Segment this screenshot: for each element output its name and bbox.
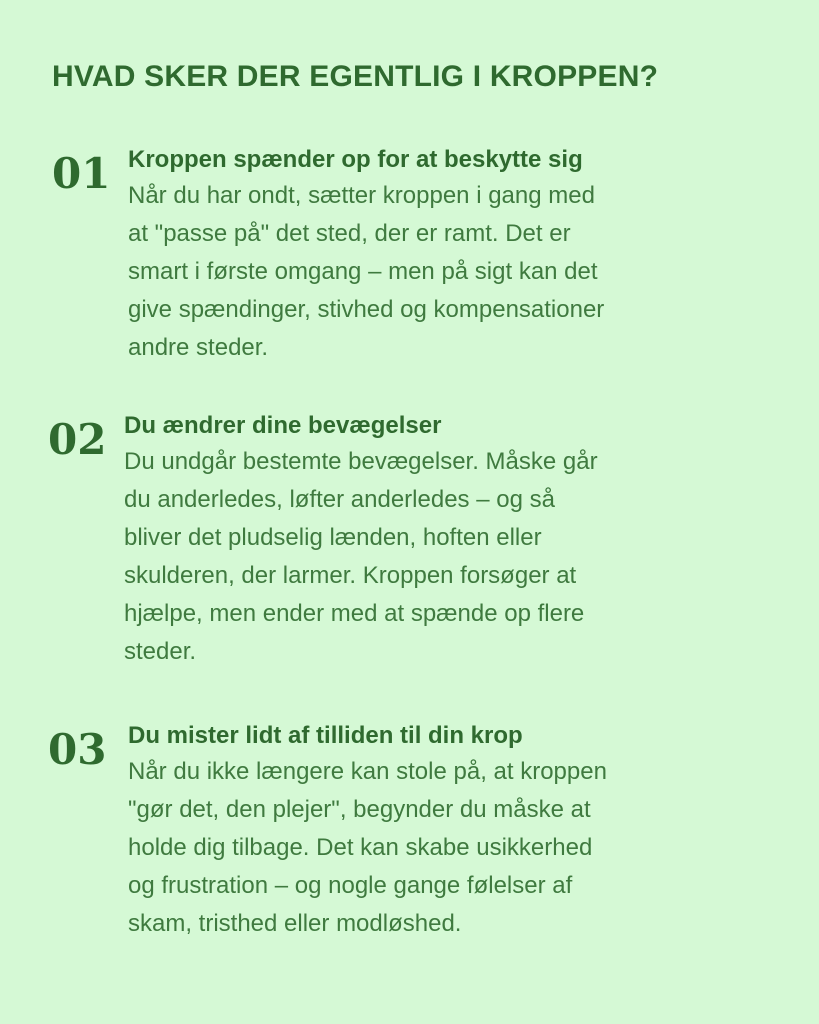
item-heading: Du mister lidt af tilliden til din krop bbox=[128, 722, 523, 749]
item-number: 02 bbox=[48, 415, 107, 464]
item-heading: Kroppen spænder op for at beskytte sig bbox=[128, 146, 583, 173]
item-body: Når du har ondt, sætter kroppen i gang med at "passe på" det sted, der er ramt. Det er smart i første omgang – men på sigt kan det give spændinger, stivhed og kompensationer andre steder. bbox=[128, 182, 605, 361]
item-body: Du undgår bestemte bevægelser. Måske går du anderledes, løfter anderledes – og så bliver det pludselig lænden, hoften eller skulderen, der larmer. Kroppen forsøger at hjælpe, men ender med at spænde op flere steder. bbox=[124, 448, 598, 665]
item-content bbox=[128, 143, 604, 367]
item-number: 01 bbox=[52, 149, 111, 198]
item-content bbox=[128, 719, 607, 943]
item-body: Når du ikke længere kan stole på, at kroppen "gør det, den plejer", begynder du måske at holde dig tilbage. Det kan skabe usikkerhed og frustration – og nogle gange følelser af skam, tristhed eller modløshed. bbox=[128, 758, 607, 937]
item-heading: Du ændrer dine bevægelser bbox=[124, 412, 442, 439]
item-content bbox=[124, 409, 598, 671]
item-number: 03 bbox=[48, 725, 107, 774]
page-title: HVAD SKER DER EGENTLIG I KROPPEN? bbox=[52, 60, 659, 93]
